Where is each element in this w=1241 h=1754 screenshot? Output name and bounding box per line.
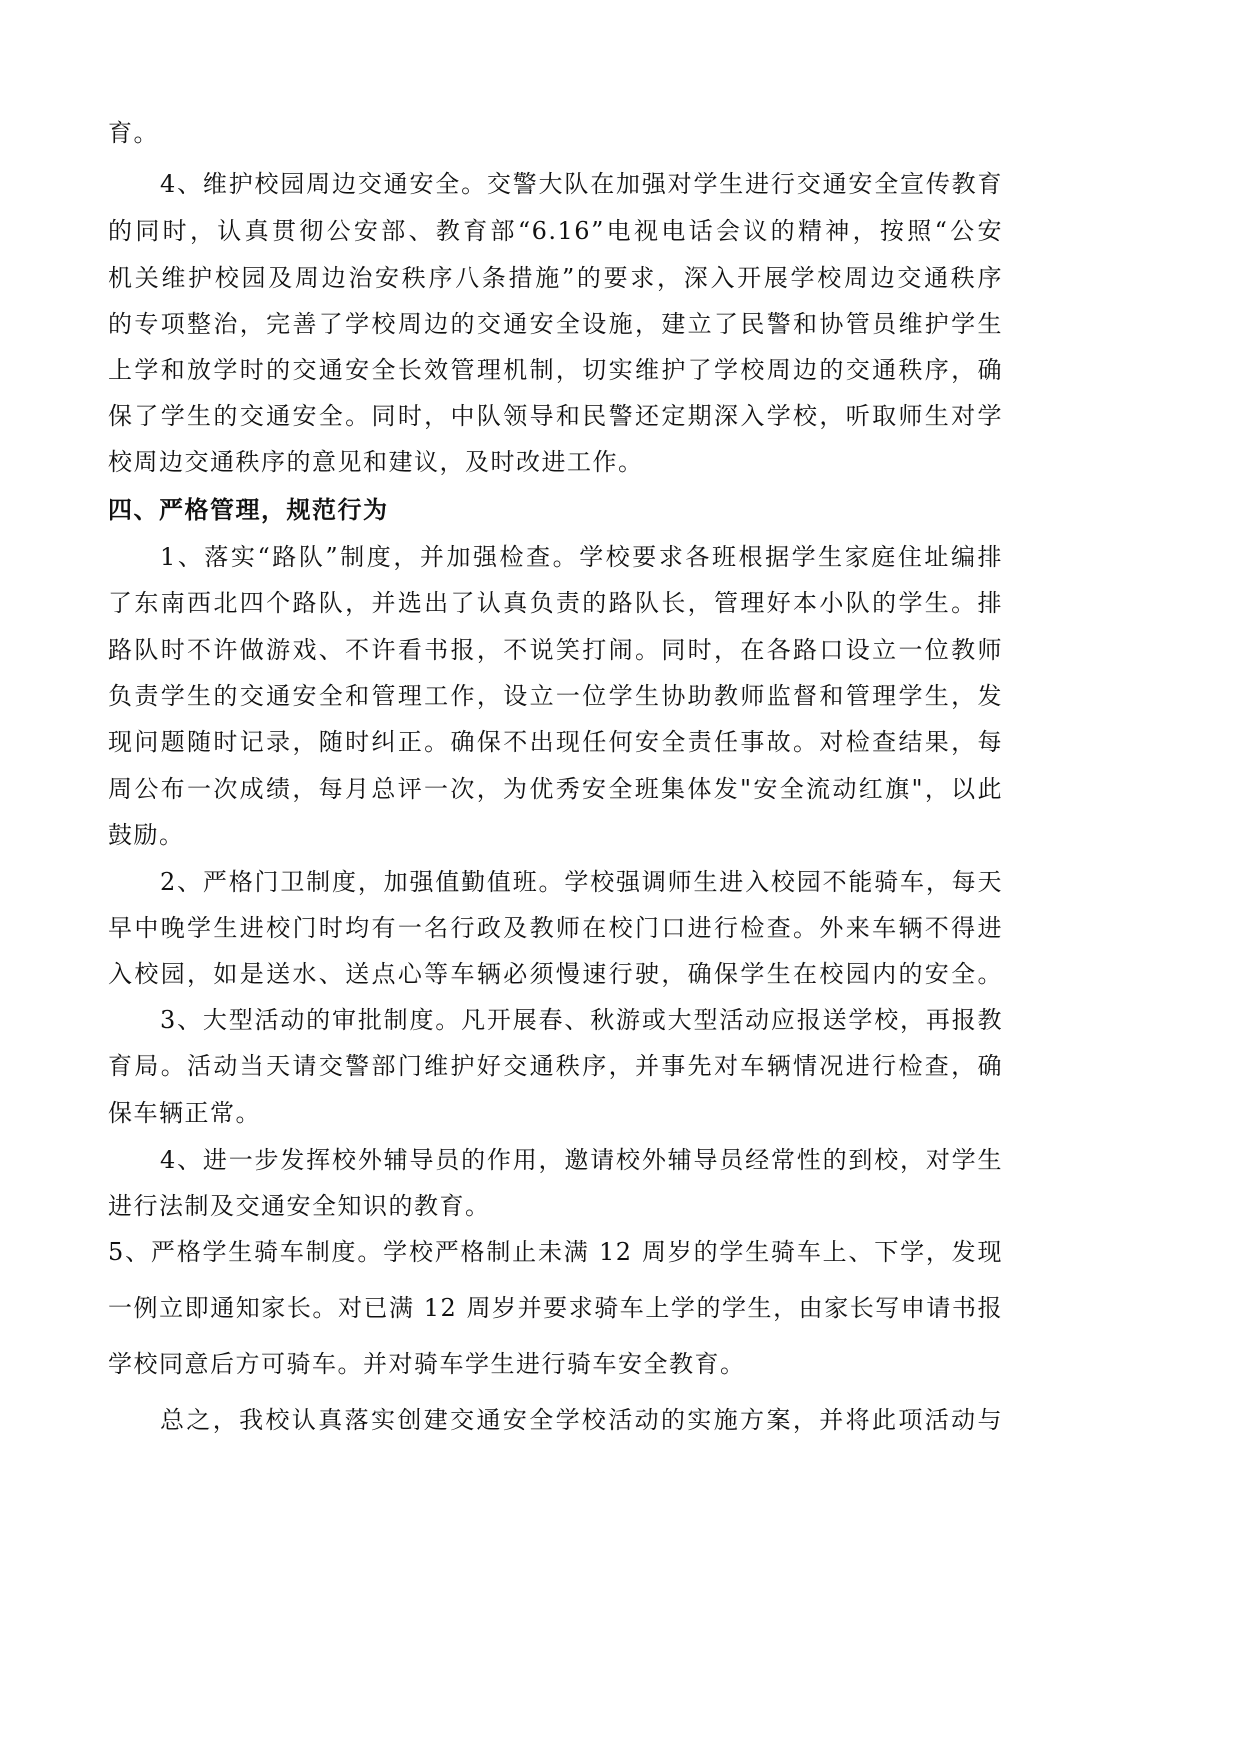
paragraph-line: 早中晚学生进校门时均有一名行政及教师在校门口进行检查。外来车辆不得进 (108, 914, 1003, 942)
paragraph-line: 现问题随时记录，随时纠正。确保不出现任何安全责任事故。对检查结果，每 (108, 728, 1003, 756)
paragraph-line: 周公布一次成绩，每月总评一次，为优秀安全班集体发"安全流动红旗"，以此 (108, 775, 1003, 803)
paragraph-line: 1、落实“路队”制度，并加强检查。学校要求各班根据学生家庭住址编排 (160, 543, 1003, 571)
paragraph-line: 上学和放学时的交通安全长效管理机制，切实维护了学校周边的交通秩序，确 (108, 356, 1003, 384)
paragraph-line: 4、维护校园周边交通安全。交警大队在加强对学生进行交通安全宣传教育 (160, 170, 1003, 198)
paragraph-line: 的同时，认真贯彻公安部、教育部“6.16”电视电话会议的精神，按照“公安 (108, 217, 1003, 245)
section-heading: 四、严格管理，规范行为 (108, 495, 389, 524)
paragraph-line: 的专项整治，完善了学校周边的交通安全设施，建立了民警和协管员维护学生 (108, 310, 1003, 338)
paragraph-line: 负责学生的交通安全和管理工作，设立一位学生协助教师监督和管理学生，发 (108, 682, 1003, 710)
paragraph-line: 保车辆正常。 (108, 1099, 261, 1127)
paragraph-line: 一例立即通知家长。对已满 12 周岁并要求骑车上学的学生，由家长写申请书报 (108, 1294, 1003, 1322)
paragraph-line: 保了学生的交通安全。同时，中队领导和民警还定期深入学校，听取师生对学 (108, 402, 1003, 430)
paragraph-line: 3、大型活动的审批制度。凡开展春、秋游或大型活动应报送学校，再报教 (160, 1006, 1003, 1034)
paragraph-line: 4、进一步发挥校外辅导员的作用，邀请校外辅导员经常性的到校，对学生 (160, 1146, 1003, 1174)
paragraph-line: 进行法制及交通安全知识的教育。 (108, 1192, 491, 1220)
paragraph-line: 5、严格学生骑车制度。学校严格制止未满 12 周岁的学生骑车上、下学，发现 (108, 1238, 1003, 1266)
paragraph-line: 校周边交通秩序的意见和建议，及时改进工作。 (108, 448, 644, 476)
paragraph-line: 机关维护校园及周边治安秩序八条措施”的要求，深入开展学校周边交通秩序 (108, 264, 1003, 292)
paragraph-line: 总之，我校认真落实创建交通安全学校活动的实施方案，并将此项活动与 (160, 1406, 1003, 1434)
paragraph-line: 2、严格门卫制度，加强值勤值班。学校强调师生进入校园不能骑车，每天 (160, 868, 1003, 896)
paragraph-line: 入校园，如是送水、送点心等车辆必须慢速行驶，确保学生在校园内的安全。 (108, 960, 1003, 988)
paragraph-line: 了东南西北四个路队，并选出了认真负责的路队长，管理好本小队的学生。排 (108, 589, 1003, 617)
paragraph-line: 学校同意后方可骑车。并对骑车学生进行骑车安全教育。 (108, 1350, 746, 1378)
paragraph-line: 育局。活动当天请交警部门维护好交通秩序，并事先对车辆情况进行检查，确 (108, 1052, 1003, 1080)
paragraph-line: 鼓励。 (108, 821, 185, 849)
paragraph-line: 路队时不许做游戏、不许看书报，不说笑打闹。同时，在各路口设立一位教师 (108, 636, 1003, 664)
paragraph-line: 育。 (108, 119, 159, 147)
